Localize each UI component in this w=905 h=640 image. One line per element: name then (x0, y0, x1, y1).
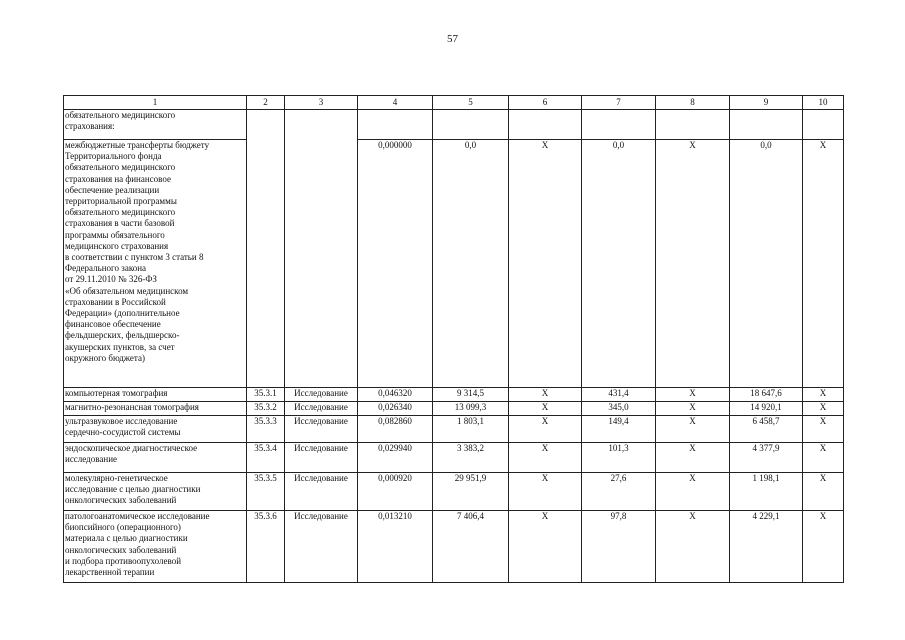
table-row (64, 402, 844, 416)
table-cell: Х (803, 402, 844, 416)
column-header: 9 (730, 96, 803, 110)
table-cell: Х (656, 443, 730, 473)
table-row (64, 443, 844, 473)
table-cell: Х (803, 511, 844, 583)
table-cell: Х (656, 140, 730, 388)
table-cell (247, 140, 285, 388)
column-header: 2 (247, 96, 285, 110)
table-cell: 1 803,1 (433, 416, 509, 443)
data-table (63, 95, 844, 583)
table-cell: Х (803, 443, 844, 473)
table-cell: Х (656, 416, 730, 443)
table-cell: Х (509, 473, 582, 511)
table-cell: Х (509, 416, 582, 443)
table-cell: 97,8 (582, 511, 656, 583)
column-header: 7 (582, 96, 656, 110)
table-cell: Х (509, 140, 582, 388)
table-cell: 35.3.1 (247, 388, 285, 402)
table-row (64, 511, 844, 583)
row-name-cell (64, 443, 247, 473)
table-cell: 14 920,1 (730, 402, 803, 416)
row-name: межбюджетные трансферты бюджету Территориального фонда обязательного медицинского страхования на финансовое обеспечение реализации территориальной программы обязательного медицинского страхования в части базовой программы обязательного медицинского страхования в соответствии с пунктом 3 статьи 8 Федерального закона от 29.11.2010 № 326-ФЗ «Об обязательном медицинском страховании в Российской Федерации» (дополнительное финансовое обеспечение фельдшерских, фельдшерско- акушерских пунктов, за счет окружного бюджета) (65, 140, 210, 363)
row-name-cell (64, 416, 247, 443)
row-name: магнитно-резонансная томография (65, 402, 199, 412)
table-cell: 101,3 (582, 443, 656, 473)
table-cell: Исследование (285, 388, 358, 402)
table-cell: 3 383,2 (433, 443, 509, 473)
table-cell: 0,026340 (358, 402, 433, 416)
table-header-row (64, 96, 844, 110)
table-cell: Х (803, 140, 844, 388)
table-cell: 0,000000 (358, 140, 433, 388)
table-cell: 0,013210 (358, 511, 433, 583)
table-cell: 35.3.6 (247, 511, 285, 583)
table-cell: Х (656, 473, 730, 511)
table-cell: Исследование (285, 511, 358, 583)
table-cell (656, 110, 730, 140)
table-cell: Х (803, 388, 844, 402)
row-name-cell (64, 110, 247, 140)
table-row (64, 140, 844, 388)
table-cell: 149,4 (582, 416, 656, 443)
row-name: молекулярно-генетическое исследование с целью диагностики онкологических заболеваний (65, 473, 201, 506)
table-cell: Х (803, 416, 844, 443)
table-cell: 35.3.4 (247, 443, 285, 473)
row-name-cell (64, 140, 247, 388)
column-header: 6 (509, 96, 582, 110)
table-cell (730, 110, 803, 140)
table-cell: Х (656, 402, 730, 416)
table-cell: 4 377,9 (730, 443, 803, 473)
page-number: 57 (447, 33, 458, 45)
column-header: 8 (656, 96, 730, 110)
table-cell: Исследование (285, 416, 358, 443)
table-cell: 7 406,4 (433, 511, 509, 583)
table-cell (247, 110, 285, 140)
table-cell: Х (509, 388, 582, 402)
row-name: ультразвуковое исследование сердечно-сосудистой системы (65, 416, 181, 438)
table-cell: 35.3.5 (247, 473, 285, 511)
table-cell: 345,0 (582, 402, 656, 416)
row-name: патологоанатомическое исследование биопсийного (операционного) материала с целью диагностики онкологических заболеваний и подбора противоопухолевой лекарственной терапии (65, 511, 210, 578)
row-name: компьютерная томография (65, 388, 168, 398)
table-cell: 13 099,3 (433, 402, 509, 416)
table-cell: 6 458,7 (730, 416, 803, 443)
table-cell (358, 110, 433, 140)
table-cell: Х (509, 402, 582, 416)
table-cell: Исследование (285, 402, 358, 416)
table-cell: Х (656, 388, 730, 402)
table-cell: 0,029940 (358, 443, 433, 473)
table-cell (509, 110, 582, 140)
table-cell: Х (509, 511, 582, 583)
table-cell: 4 229,1 (730, 511, 803, 583)
table-cell: 9 314,5 (433, 388, 509, 402)
row-name: эндоскопическое диагностическое исследование (65, 443, 198, 465)
row-name-cell (64, 388, 247, 402)
table-cell: 0,046320 (358, 388, 433, 402)
column-header: 10 (803, 96, 844, 110)
column-header: 1 (64, 96, 247, 110)
table-cell: 35.3.2 (247, 402, 285, 416)
table-cell: 1 198,1 (730, 473, 803, 511)
table-cell: Исследование (285, 473, 358, 511)
table-cell: 0,082860 (358, 416, 433, 443)
table-cell (285, 110, 358, 140)
table-cell: 0,0 (730, 140, 803, 388)
table-cell: Х (656, 511, 730, 583)
row-name-cell (64, 473, 247, 511)
table-cell: Исследование (285, 443, 358, 473)
table-row (64, 110, 844, 140)
column-header: 5 (433, 96, 509, 110)
table-cell: Х (509, 443, 582, 473)
table-cell: 29 951,9 (433, 473, 509, 511)
table-cell: 0,0 (582, 140, 656, 388)
table-cell (433, 110, 509, 140)
table-cell: 35.3.3 (247, 416, 285, 443)
table-row (64, 388, 844, 402)
table-row (64, 473, 844, 511)
column-header: 4 (358, 96, 433, 110)
table-cell (582, 110, 656, 140)
row-name-cell (64, 402, 247, 416)
column-header: 3 (285, 96, 358, 110)
table-cell (285, 140, 358, 388)
table-cell (803, 110, 844, 140)
table-row (64, 416, 844, 443)
table-cell: Х (803, 473, 844, 511)
continuation-text: обязательного медицинского страхования: (65, 110, 176, 132)
row-name-cell (64, 511, 247, 583)
table-cell: 27,6 (582, 473, 656, 511)
table-cell: 431,4 (582, 388, 656, 402)
table-cell: 18 647,6 (730, 388, 803, 402)
table-cell: 0,000920 (358, 473, 433, 511)
table-cell: 0,0 (433, 140, 509, 388)
